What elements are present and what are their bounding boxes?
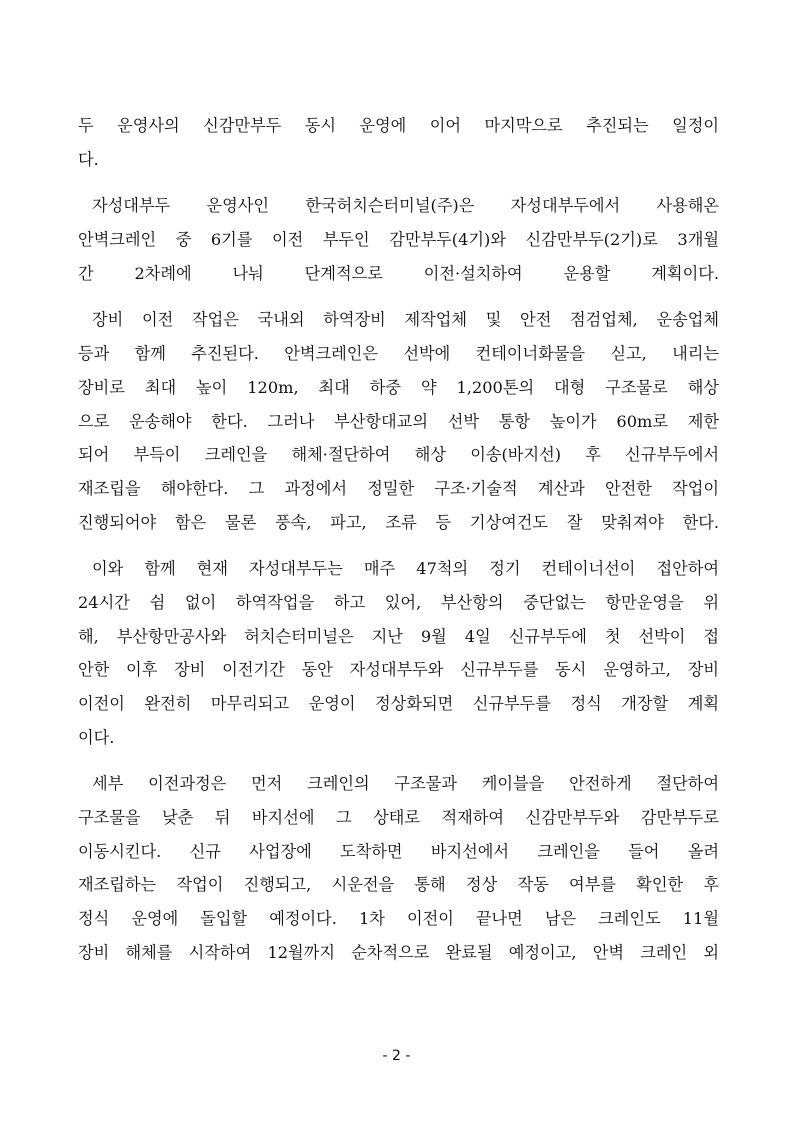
text-line: 세부 이전과정은 먼저 크레인의 구조물과 케이블을 안전하게 절단하여 bbox=[92, 774, 719, 794]
paragraph bbox=[78, 303, 719, 539]
text-line: 간 2차례에 나눠 단계적으로 이전·설치하여 운용할 계획이다. bbox=[78, 263, 719, 283]
text-line: 정식 운영에 돌입할 예정이다. 1차 이전이 끝나면 남은 크레인도 11월 bbox=[78, 909, 719, 929]
text-line: 으로 운송해야 한다. 그러나 부산항대교의 선박 통항 높이가 60m로 제한 bbox=[78, 411, 719, 431]
text-line: 안한 이후 장비 이전기간 동안 자성대부두와 신규부두를 동시 운영하고, 장비 bbox=[78, 660, 719, 680]
paragraph bbox=[78, 189, 719, 290]
page-number: - 2 - bbox=[382, 1048, 411, 1064]
text-line: 다. bbox=[78, 149, 99, 169]
text-line: 해, 부산항만공사와 허치슨터미널은 지난 9월 4일 신규부두에 첫 선박이 접 bbox=[78, 626, 719, 646]
text-line: 재조립하는 작업이 진행되고, 시운전을 통해 정상 작동 여부를 확인한 후 bbox=[78, 875, 719, 895]
text-line: 구조물을 낮춘 뒤 바지선에 그 상태로 적재하여 신감만부두와 감만부두로 bbox=[78, 808, 719, 828]
text-line: 두 운영사의 신감만부두 동시 운영에 이어 마지막으로 추진되는 일정이 bbox=[78, 116, 719, 135]
paragraph bbox=[78, 767, 719, 969]
text-line: 이와 함께 현재 자성대부두는 매주 47척의 정기 컨테이너선이 접안하여 bbox=[92, 559, 719, 579]
text-line: 24시간 쉼 없이 하역작업을 하고 있어, 부산항의 중단없는 항만운영을 위 bbox=[78, 592, 719, 612]
text-line: 이다. bbox=[78, 727, 115, 747]
paragraph bbox=[78, 552, 719, 754]
text-line: 장비로 최대 높이 120m, 최대 하중 약 1,200톤의 대형 구조물로 해상 bbox=[78, 377, 719, 397]
text-line: 장비 이전 작업은 국내외 하역장비 제작업체 및 안전 점검업체, 운송업체 bbox=[92, 310, 719, 330]
text-line: 자성대부두 운영사인 한국허치슨터미널(주)은 자성대부두에서 사용해온 bbox=[92, 196, 719, 216]
text-line: 재조립을 해야한다. 그 과정에서 정밀한 구조·기술적 계산과 안전한 작업이 bbox=[78, 478, 719, 498]
text-line: 안벽크레인 중 6기를 이전 부두인 감만부두(4기)와 신감만부두(2기)로 3개월 bbox=[78, 230, 719, 250]
text-line: 진행되어야 함은 물론 풍속, 파고, 조류 등 기상여건도 잘 맞춰져야 한다. bbox=[78, 512, 719, 532]
text-line: 장비 해체를 시작하여 12월까지 순차적으로 완료될 예정이고, 안벽 크레인 외 bbox=[78, 942, 719, 962]
text-line: 등과 함께 추진된다. 안벽크레인은 선박에 컨테이너화물을 싣고, 내리는 bbox=[78, 344, 719, 364]
text-line: 되어 부득이 크레인을 해체·절단하여 해상 이송(바지선) 후 신규부두에서 bbox=[78, 445, 719, 465]
text-line: 이동시킨다. 신규 사업장에 도착하면 바지선에서 크레인을 들어 올려 bbox=[78, 841, 719, 861]
text-line: 이전이 완전히 마무리되고 운영이 정상화되면 신규부두를 정식 개장할 계획 bbox=[78, 694, 719, 713]
paragraph bbox=[78, 109, 719, 176]
document-body bbox=[78, 109, 719, 983]
